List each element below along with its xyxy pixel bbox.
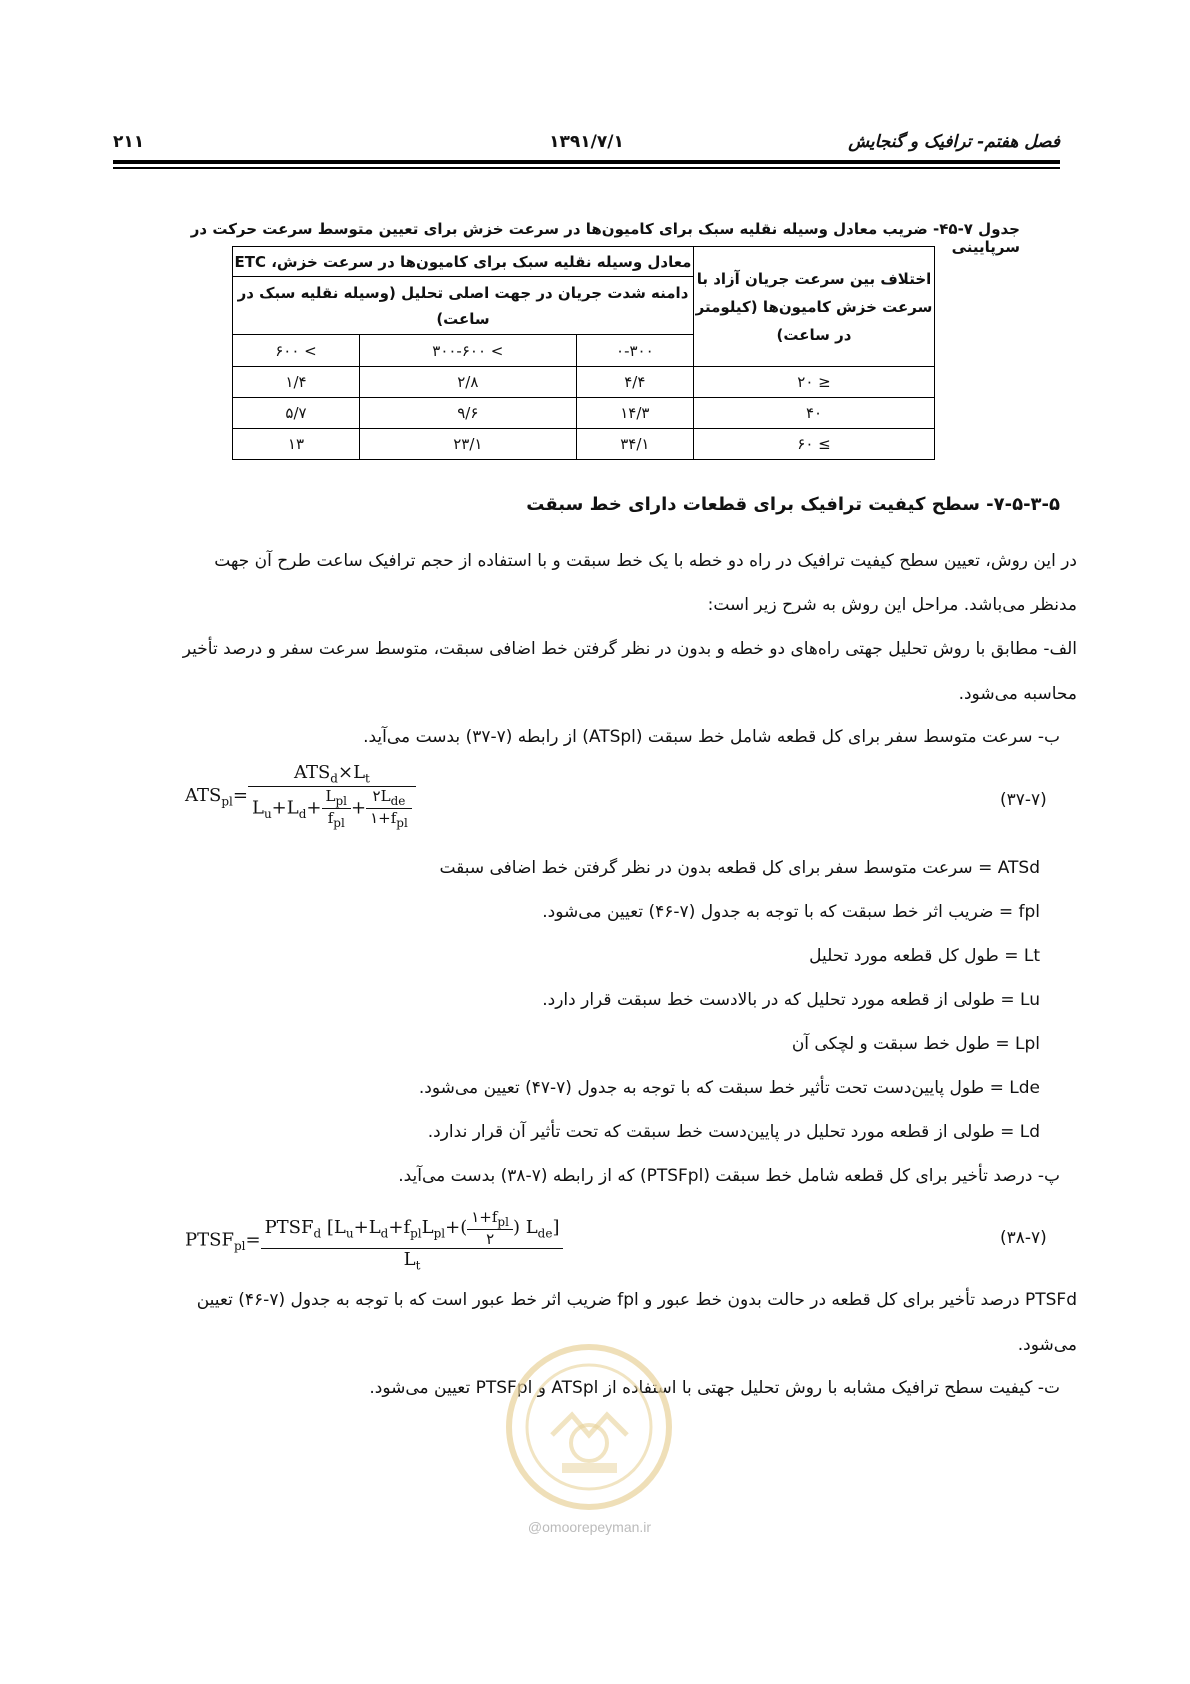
table-cell: ۳۴/۱ [576,429,693,460]
table-cell: ۵/۷ [233,398,360,429]
header-date: ۱۳۹۱/۷/۱ [549,132,624,152]
paragraph: ت- کیفیت سطح ترافیک مشابه با روش تحلیل جهتی با استفاده از ATSpl و PTSFpl تعیین می‌شود. [369,1378,1060,1398]
page-header [113,128,1060,158]
equation-37: $ATS_{pl}=$ $ATS_d\times L_t$ $L_u+L_d+$ $\frac{L_{pl}}{f_{pl}}$ + $\frac{۲L_{de}}{۱+f_{pl}}$ [185,762,416,830]
watermark-seal [492,1335,687,1545]
table-cell: ۴۰ [694,398,935,429]
table-cell: ۱۴/۳ [576,398,693,429]
table-header-range: دامنه شدت جریان در جهت اصلی تحلیل (وسیله نقلیه سبک در ساعت) [233,277,694,335]
section-title: ۷-۵-۳-۵- سطح کیفیت ترافیک برای قطعات دارای خط سبقت [526,494,1060,515]
paragraph: در این روش، تعیین سطح کیفیت ترافیک در راه دو خطه با یک خط سبقت و با استفاده از حجم ترافیک ساعت طرح آن جهت [214,551,1077,571]
table-row [233,429,935,460]
paragraph: PTSFd درصد تأخیر برای کل قطعه در حالت بدون خط عبور و fpl ضریب اثر خط عبور است که با توجه به جدول (۷-۴۶) تعیین [196,1290,1077,1310]
table-cell: ۲۳/۱ [359,429,576,460]
creep-speed-table [232,246,935,460]
paragraph: مدنظر می‌باشد. مراحل این روش به شرح زیر است: [707,595,1077,615]
equation-38: $PTSF_{pl}=$ $PTSF_d$ [$L_u+L_d+f_{pl}L_{pl}+$( $\frac{۱+f_{pl}}{۲}$ ) $L_{de}$] $L_t$ [185,1208,563,1273]
paragraph: الف- مطابق با روش تحلیل جهتی راه‌های دو خطه و بدون در نظر گرفتن خط اضافی سبقت، متوسط سرعت سفر و درصد تأخیر [182,639,1077,659]
watermark-seal-icon [492,1335,687,1515]
chapter-title: فصل هفتم- ترافیک و گنجایش [848,132,1060,152]
page-number: ۲۱۱ [113,132,145,152]
table-cell: ۴/۴ [576,367,693,398]
paragraph: محاسبه می‌شود. [958,684,1077,704]
table-cell: ≤ ۲۰ [694,367,935,398]
definition: Ld = طولی از قطعه مورد تحلیل در پایین‌دست خط سبقت که تحت تأثیر آن قرار ندارد. [427,1122,1040,1142]
paragraph: پ- درصد تأخیر برای کل قطعه شامل خط سبقت (PTSFpl) که از رابطه (۷-۳۸) بدست می‌آید. [398,1166,1060,1186]
table-cell: ۲/۸ [359,367,576,398]
table-cell: ≥ ۶۰ [694,429,935,460]
watermark-text: @omoorepeyman.ir [527,1519,652,1535]
table-header-etc: معادل وسیله نقلیه سبک برای کامیون‌ها در سرعت خزش، ETC [233,247,694,277]
paragraph: ب- سرعت متوسط سفر برای کل قطعه شامل خط سبقت (ATSpl) از رابطه (۷-۳۷) بدست می‌آید. [363,727,1060,747]
equation-38-number: (۳۸-۷) [1000,1228,1047,1248]
definition: ATSd = سرعت متوسط سفر برای کل قطعه بدون در نظر گرفتن خط اضافی سبقت [439,858,1040,878]
table-range-cell: > ۶۰۰ [233,335,360,367]
definition: Lpl = طول خط سبقت و لچکی آن [791,1034,1040,1054]
table-caption: جدول ۷-۴۵- ضریب معادل وسیله نقلیه سبک برای کامیون‌ها در سرعت خزش برای تعیین متوسط سرعت حرکت در سرپایینی [190,220,1020,256]
definition: Lde = طول پایین‌دست تحت تأثیر خط سبقت که با توجه به جدول (۷-۴۷) تعیین می‌شود. [418,1078,1040,1098]
table-row [233,367,935,398]
header-rule-thick [113,160,1060,164]
table-cell: ۱۳ [233,429,360,460]
paragraph: می‌شود. [1017,1335,1077,1355]
table-row [233,398,935,429]
table-cell: ۹/۶ [359,398,576,429]
definition: Lt = طول کل قطعه مورد تحلیل [809,946,1040,966]
definition: fpl = ضریب اثر خط سبقت که با توجه به جدول (۷-۴۶) تعیین می‌شود. [542,902,1040,922]
table-cell: ۱/۴ [233,367,360,398]
table-range-cell: ۰-۳۰۰ [576,335,693,367]
header-rule-thin [113,167,1060,169]
definition: Lu = طولی از قطعه مورد تحلیل که در بالادست خط سبقت قرار دارد. [542,990,1040,1010]
table-header-diff: اختلاف بین سرعت جریان آزاد با سرعت خزش کامیون‌ها (کیلومتر در ساعت) [694,247,935,367]
table-range-cell: > ۳۰۰-۶۰۰ [359,335,576,367]
equation-37-number: (۳۷-۷) [1000,790,1047,810]
